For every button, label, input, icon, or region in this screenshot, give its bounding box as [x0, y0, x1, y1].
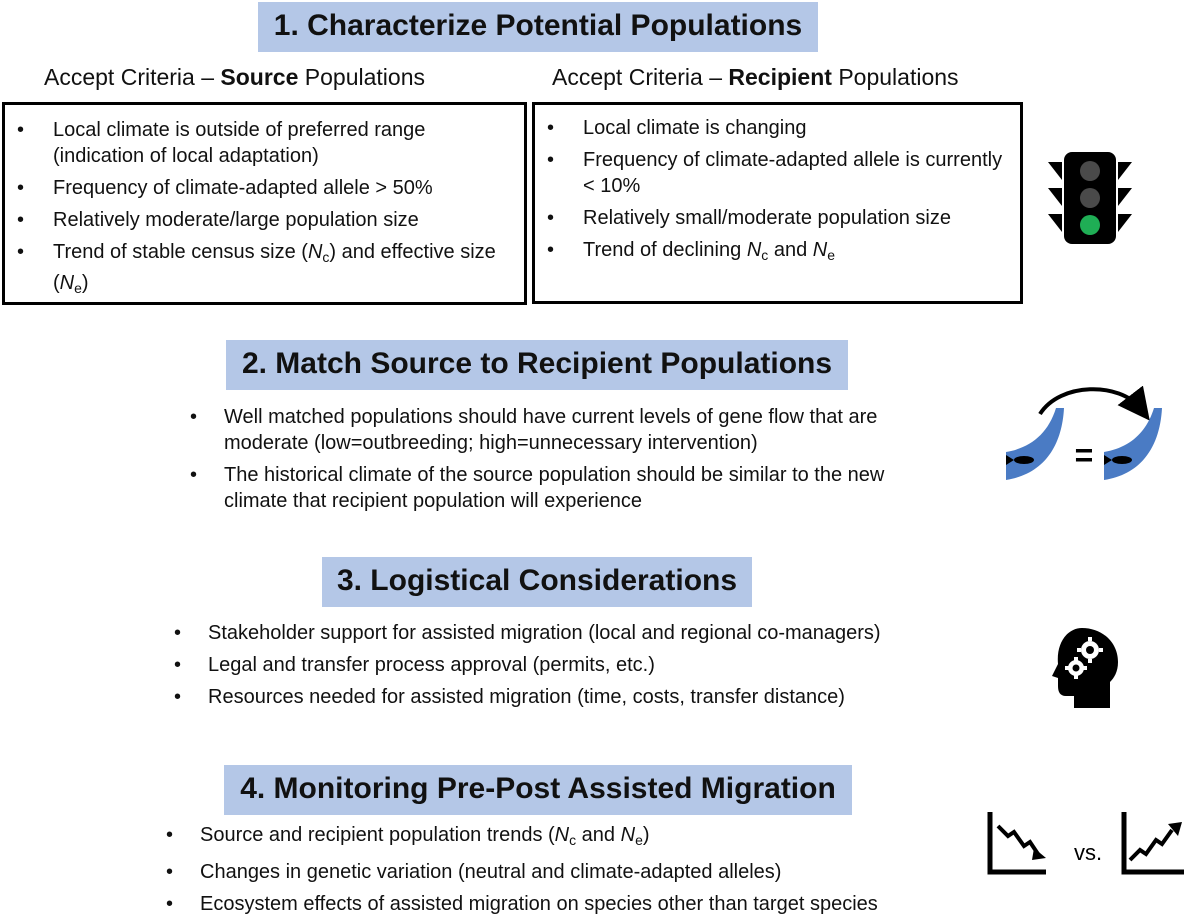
source-criteria-list — [9, 117, 514, 301]
head-gears-icon — [1052, 626, 1122, 710]
section3-list-container — [162, 620, 1002, 716]
section4-title: 4. Monitoring Pre-Post Assisted Migration — [224, 765, 852, 815]
recipient-criteria-box — [532, 102, 1023, 304]
list-item: • The historical climate of the source population should be similar to the new climate that recipient population will experience — [178, 462, 918, 514]
list-item: • Frequency of climate-adapted allele is currently < 10% — [539, 147, 1010, 199]
list-item: • Source and recipient population trends ($N_c$ and $N_e$) — [154, 822, 1014, 853]
section3-title: 3. Logistical Considerations — [322, 557, 752, 607]
section2-list — [178, 404, 918, 514]
list-item: • Well matched populations should have current levels of gene flow that are moderate (low=outbreeding; high=unnecessary intervention) — [178, 404, 918, 456]
list-item: • Relatively moderate/large population size — [9, 207, 514, 233]
list-item: • Relatively small/moderate population size — [539, 205, 1010, 231]
traffic-light-icon — [1044, 150, 1136, 246]
list-item: • Trend of declining $N_c$ and $N_e$ — [539, 237, 1010, 268]
list-item: • Resources needed for assisted migration (time, costs, transfer distance) — [162, 684, 1002, 710]
section4-list-container — [154, 822, 1014, 923]
list-item: • Frequency of climate-adapted allele > 50% — [9, 175, 514, 201]
source-heading: Accept Criteria – Source Populations — [44, 64, 425, 90]
section1-title: 1. Characterize Potential Populations — [258, 2, 818, 52]
section2-list-container — [178, 404, 918, 520]
section4-list — [154, 822, 1014, 917]
list-item: • Ecosystem effects of assisted migration on species other than target species — [154, 891, 1014, 917]
section3-list — [162, 620, 1002, 710]
equals-sign: = — [1074, 437, 1094, 473]
source-criteria-box — [2, 102, 527, 305]
list-item: • Local climate is changing — [539, 115, 1010, 141]
list-item: • Local climate is outside of preferred range (indication of local adaptation) — [9, 117, 514, 169]
recipient-criteria-list — [539, 115, 1010, 268]
recipient-heading: Accept Criteria – Recipient Populations — [552, 64, 959, 90]
list-item: • Changes in genetic variation (neutral and climate-adapted alleles) — [154, 859, 1014, 885]
trend-charts-icon — [984, 808, 1190, 878]
vs-label: vs. — [1073, 840, 1103, 865]
list-item: • Trend of stable census size $(N_c)$ and effective size $(N_e)$ — [9, 239, 514, 301]
section2-title: 2. Match Source to Recipient Populations — [226, 340, 848, 390]
fish-transfer-icon — [1000, 386, 1168, 496]
list-item: • Legal and transfer process approval (permits, etc.) — [162, 652, 1002, 678]
list-item: • Stakeholder support for assisted migration (local and regional co-managers) — [162, 620, 1002, 646]
